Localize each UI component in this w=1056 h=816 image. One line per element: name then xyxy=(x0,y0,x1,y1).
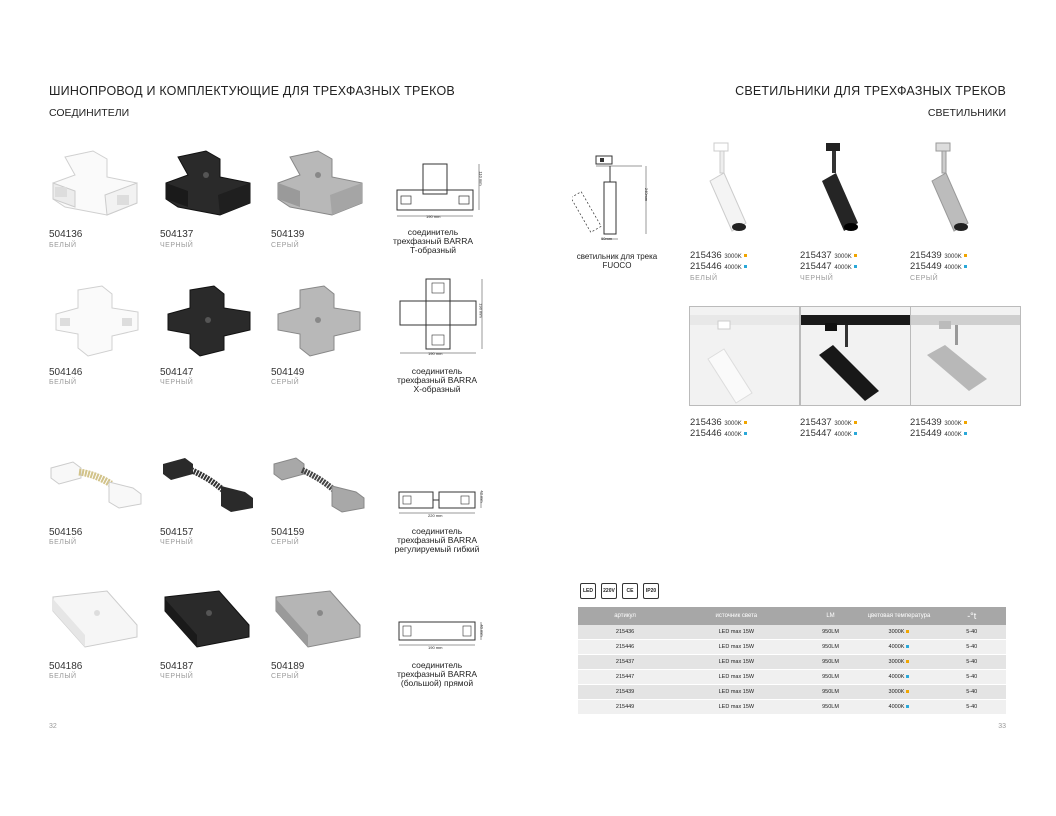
x-connector-white-image xyxy=(48,280,148,360)
table-cell: LED max 15W xyxy=(672,685,800,700)
product-color: ЧЕРНЫЙ xyxy=(160,539,194,546)
photo-codes: 215437 3000K 215447 4000K xyxy=(800,418,857,440)
t-connector-white-image xyxy=(45,145,145,225)
table-row xyxy=(578,625,1006,640)
spotlight-white-photo xyxy=(689,306,800,406)
product-description: соединитель трехфазный BARRA (большой) прямой xyxy=(396,660,478,688)
table-cell: 215436 xyxy=(578,625,672,640)
photo-codes: 215439 3000K 215449 4000K xyxy=(910,418,967,440)
product-code: 504156 xyxy=(49,527,83,538)
warm-dot-icon xyxy=(854,254,857,257)
voltage-badge-icon: 220V xyxy=(601,583,617,599)
product-code: 504149 xyxy=(271,367,305,378)
table-cell: LED max 15W xyxy=(672,700,800,715)
table-row xyxy=(578,640,1006,655)
table-row xyxy=(578,685,1006,700)
straight-dim-width: 190 mm xyxy=(428,645,443,650)
warm-dot-icon xyxy=(906,690,909,693)
table-cell: 215447 xyxy=(578,670,672,685)
table-cell: 950LM xyxy=(801,625,861,640)
product-color: СЕРЫЙ xyxy=(271,539,300,546)
spec-table xyxy=(578,607,1006,715)
flex-connector-drawing xyxy=(395,488,487,516)
photo-codes: 215436 3000K 215446 4000K xyxy=(690,418,747,440)
col-header: цветовая температура xyxy=(860,607,937,625)
cool-dot-icon xyxy=(744,432,747,435)
product-color: БЕЛЫЙ xyxy=(49,379,77,386)
straight-connector-grey-image xyxy=(268,580,368,660)
flex-dim-width: 220 mm xyxy=(428,513,443,518)
flex-connector-black-image xyxy=(157,445,257,525)
warm-dot-icon xyxy=(854,421,857,424)
warm-dot-icon xyxy=(964,254,967,257)
table-cell: 215437 xyxy=(578,655,672,670)
ip-badge-icon: IP20 xyxy=(643,583,659,599)
col-header: источник света xyxy=(672,607,800,625)
cool-dot-icon xyxy=(906,645,909,648)
spotlight-codes: 215437 3000K 215447 4000K ЧЕРНЫЙ xyxy=(800,251,857,284)
product-color: БЕЛЫЙ xyxy=(49,242,77,249)
table-cell: 950LM xyxy=(801,655,861,670)
t-connector-black-image xyxy=(158,145,258,225)
t-dim-width: 190 mm xyxy=(426,214,441,219)
x-dim-width: 190 mm xyxy=(428,351,443,356)
table-cell: 5-40 xyxy=(937,700,1006,715)
product-description: соединитель трехфазный BARRA X-образный xyxy=(396,366,478,394)
table-cell: LED max 15W xyxy=(672,655,800,670)
table-cell: 4000K xyxy=(860,640,937,655)
spotlight-codes: 215439 3000K 215449 4000K СЕРЫЙ xyxy=(910,251,967,284)
table-header-row xyxy=(578,607,1006,625)
spotlight-grey-photo xyxy=(910,306,1021,406)
right-page-subtitle: СВЕТИЛЬНИКИ xyxy=(927,107,1006,119)
t-connector-drawing xyxy=(393,160,488,222)
x-connector-drawing xyxy=(396,275,488,357)
t-connector-grey-image xyxy=(270,145,370,225)
product-code: 504186 xyxy=(49,661,83,672)
product-code: 504139 xyxy=(271,229,305,240)
straight-connector-drawing xyxy=(395,618,487,648)
table-cell: 3000K xyxy=(860,685,937,700)
table-cell: LED max 15W xyxy=(672,625,800,640)
drawing-dim-height: 240mm xyxy=(644,187,650,202)
x-connector-black-image xyxy=(160,280,260,360)
spotlight-black-photo xyxy=(800,306,911,406)
warm-dot-icon xyxy=(964,421,967,424)
table-cell: 4000K xyxy=(860,670,937,685)
table-cell: 215446 xyxy=(578,640,672,655)
straight-connector-white-image xyxy=(45,580,145,660)
product-code: 504147 xyxy=(160,367,194,378)
table-cell: 950LM xyxy=(801,700,861,715)
right-page-title: СВЕТИЛЬНИКИ ДЛЯ ТРЕХФАЗНЫХ ТРЕКОВ xyxy=(735,84,1006,98)
spotlight-black-image xyxy=(812,137,872,237)
spotlight-grey-image xyxy=(922,137,982,237)
flex-connector-grey-image xyxy=(268,445,368,525)
product-color: ЧЕРНЫЙ xyxy=(160,242,194,249)
warm-dot-icon xyxy=(906,630,909,633)
straight-connector-black-image xyxy=(157,580,257,660)
table-cell: 215439 xyxy=(578,685,672,700)
product-code: 504136 xyxy=(49,229,83,240)
drawing-caption: светильник для трека FUOCO xyxy=(576,252,658,270)
cool-dot-icon xyxy=(964,265,967,268)
table-cell: 5-40 xyxy=(937,625,1006,640)
spotlight-codes: 215436 3000K 215446 4000K БЕЛЫЙ xyxy=(690,251,747,284)
table-cell: 950LM xyxy=(801,685,861,700)
table-cell: LED max 15W xyxy=(672,670,800,685)
t-dim-height: 110 mm xyxy=(478,171,484,186)
left-page-number: 32 xyxy=(49,723,57,730)
right-page-number: 33 xyxy=(998,723,1006,730)
cool-dot-icon xyxy=(964,432,967,435)
table-cell: 4000K xyxy=(860,700,937,715)
cool-dot-icon xyxy=(854,265,857,268)
product-color: СЕРЫЙ xyxy=(271,379,300,386)
product-description: соединитель трехфазный BARRA регулируемый гибкий xyxy=(394,526,480,554)
table-cell: 3000K xyxy=(860,625,937,640)
table-cell: 950LM xyxy=(801,640,861,655)
spotlight-white-image xyxy=(700,137,760,237)
table-cell: 950LM xyxy=(801,670,861,685)
product-code: 504157 xyxy=(160,527,194,538)
table-row xyxy=(578,670,1006,685)
flex-connector-white-image xyxy=(45,445,145,525)
product-color: ЧЕРНЫЙ xyxy=(160,379,194,386)
table-cell: 5-40 xyxy=(937,670,1006,685)
product-color: ЧЕРНЫЙ xyxy=(160,673,194,680)
warm-dot-icon xyxy=(744,254,747,257)
table-cell: 5-40 xyxy=(937,685,1006,700)
product-code: 504189 xyxy=(271,661,305,672)
product-description: соединитель трехфазный BARRA T-образный xyxy=(392,227,474,255)
cool-dot-icon xyxy=(906,675,909,678)
col-header: LM xyxy=(801,607,861,625)
col-header: артикул xyxy=(578,607,672,625)
table-cell: 3000K xyxy=(860,655,937,670)
flex-dim-height: 42 mm xyxy=(479,490,485,503)
cool-dot-icon xyxy=(906,705,909,708)
cool-dot-icon xyxy=(854,432,857,435)
product-code: 504159 xyxy=(271,527,305,538)
table-cell: LED max 15W xyxy=(672,640,800,655)
table-row xyxy=(578,700,1006,715)
left-page-subtitle: СОЕДИНИТЕЛИ xyxy=(49,107,130,119)
drawing-dim-width: 60mm xyxy=(601,236,613,241)
straight-dim-height: 40 mm xyxy=(479,624,485,637)
product-color: СЕРЫЙ xyxy=(271,242,300,249)
warm-dot-icon xyxy=(744,421,747,424)
led-badge-icon: LED xyxy=(580,583,596,599)
cool-dot-icon xyxy=(744,265,747,268)
table-cell: 5-40 xyxy=(937,655,1006,670)
table-cell: 5-40 xyxy=(937,640,1006,655)
x-dim-height: 190 mm xyxy=(478,303,484,318)
product-code: 504146 xyxy=(49,367,83,378)
left-page-title: ШИНОПРОВОД И КОМПЛЕКТУЮЩИЕ ДЛЯ ТРЕХФАЗНЫХ ТРЕКОВ xyxy=(49,84,455,98)
product-color: БЕЛЫЙ xyxy=(49,539,77,546)
product-color: СЕРЫЙ xyxy=(271,673,300,680)
col-header: -°t xyxy=(937,607,1006,625)
table-row xyxy=(578,655,1006,670)
product-code: 504187 xyxy=(160,661,194,672)
x-connector-grey-image xyxy=(270,280,370,360)
table-cell: 215449 xyxy=(578,700,672,715)
ce-badge-icon: CE xyxy=(622,583,638,599)
product-color: БЕЛЫЙ xyxy=(49,673,77,680)
warm-dot-icon xyxy=(906,660,909,663)
product-code: 504137 xyxy=(160,229,194,240)
